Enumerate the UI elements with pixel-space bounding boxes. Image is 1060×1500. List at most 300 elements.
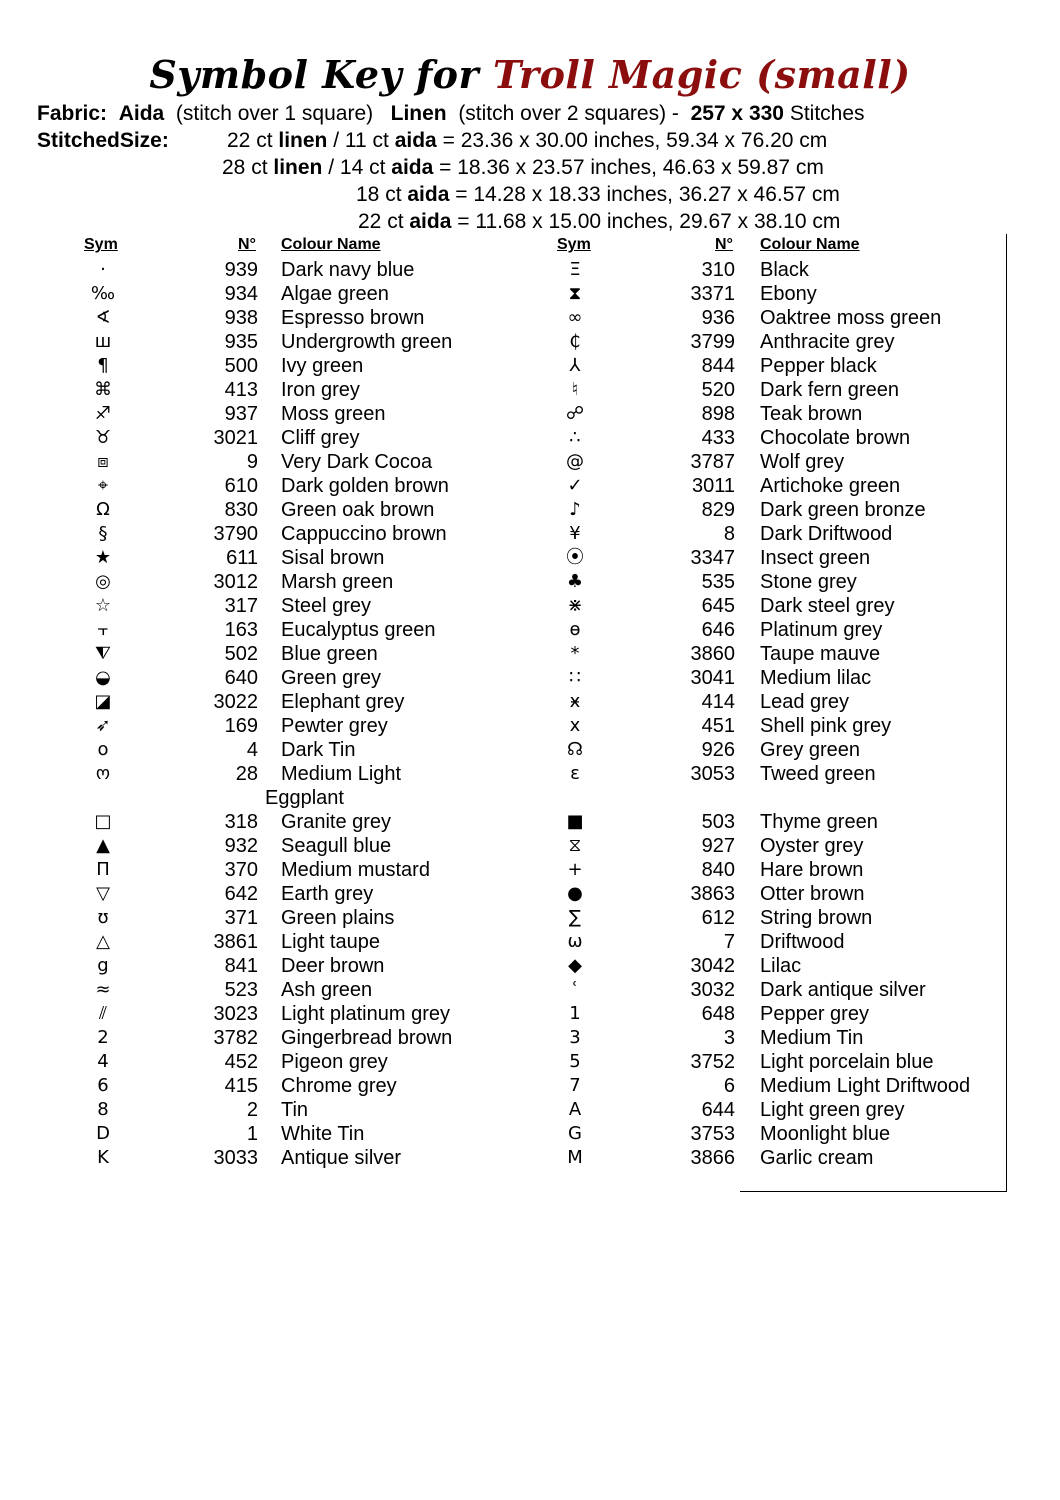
key-row: [0, 834, 1000, 858]
symbol-glyph: ⧖: [568, 835, 582, 856]
symbol-glyph: ⋇: [567, 595, 583, 616]
symbol-glyph: ♐: [94, 403, 112, 424]
size-count-alt: / 11 ct: [333, 129, 389, 152]
size-fabric-alt: aida: [391, 156, 434, 179]
floss-number: 413: [224, 379, 258, 401]
key-row: [0, 1122, 1000, 1146]
colour-name: Dark antique silver: [760, 979, 926, 1001]
symbol-glyph: 5: [569, 1051, 581, 1072]
floss-number: 3752: [690, 1051, 735, 1073]
fabric-line: [37, 101, 865, 127]
colour-name: Marsh green: [281, 571, 394, 593]
colour-name-continued: Eggplant: [265, 787, 344, 809]
key-row: [0, 738, 1000, 762]
colour-name: Tweed green: [760, 763, 876, 785]
floss-number: 3790: [213, 523, 258, 545]
symbol-glyph: D: [96, 1123, 110, 1144]
key-row: [0, 378, 1000, 402]
symbol-glyph: ·: [100, 259, 106, 280]
colour-name: Light platinum grey: [281, 1003, 450, 1025]
key-row: [0, 666, 1000, 690]
key-row: [0, 570, 1000, 594]
symbol-glyph: ω: [567, 931, 583, 952]
floss-number: 523: [224, 979, 258, 1001]
colour-name: Gingerbread brown: [281, 1027, 453, 1049]
symbol-glyph: ⌘: [94, 379, 112, 400]
key-row: [0, 1050, 1000, 1074]
symbol-glyph: 8: [97, 1099, 109, 1120]
symbol-glyph: ▲: [96, 835, 110, 856]
fabric-linen: Linen: [390, 102, 447, 125]
key-row: [0, 858, 1000, 882]
floss-number: 4: [246, 739, 258, 761]
colour-name: Eucalyptus green: [281, 619, 436, 641]
left-sym-header: Sym: [84, 236, 118, 253]
floss-number: 433: [701, 427, 735, 449]
colour-name: Wolf grey: [760, 451, 845, 473]
colour-name: Chrome grey: [281, 1075, 397, 1097]
colour-name: Tin: [281, 1099, 309, 1121]
symbol-glyph: ⫽: [98, 1003, 108, 1024]
colour-name: Deer brown: [281, 955, 385, 977]
stitched-size-line: [358, 209, 840, 235]
key-row: [0, 1146, 1000, 1170]
symbol-glyph: ◎: [95, 571, 111, 592]
size-count-alt: / 14 ct: [328, 156, 386, 179]
symbol-glyph: □: [94, 811, 112, 832]
stitched-size-line: [222, 155, 824, 181]
colour-name: Dark green bronze: [760, 499, 926, 521]
symbol-glyph: ⫟: [97, 619, 109, 640]
colour-name: Algae green: [281, 283, 389, 305]
size-count: 22 ct: [358, 210, 404, 233]
symbol-glyph: ▽: [96, 883, 110, 904]
key-row: [0, 498, 1000, 522]
floss-number: 3041: [690, 667, 735, 689]
symbol-glyph: +: [567, 859, 583, 880]
table-right-border: [1006, 234, 1007, 1192]
table-bottom-border: [740, 1191, 1007, 1192]
floss-number: 939: [224, 259, 258, 281]
key-row: [0, 594, 1000, 618]
fabric-aida: Aida: [118, 102, 165, 125]
colour-name: Stone grey: [760, 571, 857, 593]
pattern-name: Troll Magic (small): [493, 52, 911, 97]
symbol-glyph: ₵: [569, 331, 581, 352]
colour-name: Lilac: [760, 955, 802, 977]
colour-name: Insect green: [760, 547, 871, 569]
colour-name: Earth grey: [281, 883, 374, 905]
symbol-glyph: ε: [570, 763, 580, 784]
symbol-glyph: ʿ: [572, 979, 578, 1000]
size-fabric-alt: aida: [394, 129, 437, 152]
floss-number: 830: [224, 499, 258, 521]
colour-name: Medium Tin: [760, 1027, 864, 1049]
symbol-glyph: 1: [569, 1003, 581, 1024]
floss-number: 3866: [690, 1147, 735, 1169]
floss-number: 3021: [213, 427, 258, 449]
floss-number: 926: [701, 739, 735, 761]
floss-number: 3042: [690, 955, 735, 977]
floss-number: 6: [723, 1075, 735, 1097]
symbol-key-table: [0, 234, 1060, 1194]
symbol-glyph: §: [98, 523, 108, 544]
colour-name: Very Dark Cocoa: [281, 451, 433, 473]
colour-name: Green grey: [281, 667, 382, 689]
floss-number: 3023: [213, 1003, 258, 1025]
colour-name: Artichoke green: [760, 475, 901, 497]
floss-number: 648: [701, 1003, 735, 1025]
floss-number: 3032: [690, 979, 735, 1001]
right-num-header: N°: [715, 236, 733, 253]
key-row: [0, 618, 1000, 642]
floss-number: 500: [224, 355, 258, 377]
floss-number: 645: [701, 595, 735, 617]
colour-name: Light green grey: [760, 1099, 905, 1121]
size-fabric: aida: [407, 183, 450, 206]
symbol-glyph: ʊ: [97, 907, 109, 928]
colour-name: Moss green: [281, 403, 386, 425]
left-num-header: N°: [238, 236, 256, 253]
stitched-size-label: StitchedSize:: [37, 129, 169, 152]
colour-name: Medium Light: [281, 763, 402, 785]
floss-number: 938: [224, 307, 258, 329]
symbol-glyph: 7: [569, 1075, 581, 1096]
floss-number: 415: [224, 1075, 258, 1097]
symbol-glyph: 3: [569, 1027, 581, 1048]
key-row: [0, 762, 1000, 786]
colour-name: Antique silver: [281, 1147, 402, 1169]
colour-name: Steel grey: [281, 595, 372, 617]
colour-name: Taupe mauve: [760, 643, 881, 665]
floss-number: 317: [224, 595, 258, 617]
symbol-glyph: G: [568, 1123, 582, 1144]
floss-number: 932: [224, 835, 258, 857]
floss-number: 642: [224, 883, 258, 905]
colour-name: Light taupe: [281, 931, 380, 953]
symbol-glyph: ♣: [566, 571, 584, 592]
colour-name: Chocolate brown: [760, 427, 911, 449]
symbol-glyph: ★: [94, 547, 112, 568]
colour-name: Dark golden brown: [281, 475, 449, 497]
floss-number: 841: [224, 955, 258, 977]
key-row: [0, 930, 1000, 954]
key-row: [0, 906, 1000, 930]
colour-name: Pepper black: [760, 355, 877, 377]
stitch-count: 257 x 330: [690, 102, 784, 125]
symbol-glyph: ო: [95, 763, 111, 784]
symbol-glyph: ■: [566, 811, 584, 832]
symbol-glyph: ➶: [95, 715, 111, 736]
size-fabric: aida: [409, 210, 452, 233]
floss-number: 1: [246, 1123, 258, 1145]
floss-number: 451: [701, 715, 735, 737]
symbol-glyph: ☆: [94, 595, 112, 616]
floss-number: 3347: [690, 547, 735, 569]
key-row: [0, 474, 1000, 498]
colour-name: Pepper grey: [760, 1003, 869, 1025]
floss-number: 502: [224, 643, 258, 665]
size-dimensions: = 23.36 x 30.00 inches, 59.34 x 76.20 cm: [442, 129, 828, 152]
symbol-glyph: ‰: [90, 283, 116, 304]
floss-number: 3787: [690, 451, 735, 473]
symbol-glyph: ⌖: [97, 475, 109, 496]
symbol-glyph: ∷: [569, 667, 581, 688]
symbol-glyph: ⧈: [97, 451, 109, 472]
symbol-glyph: ≈: [95, 979, 111, 1000]
floss-number: 318: [224, 811, 258, 833]
floss-number: 163: [224, 619, 258, 641]
colour-name: Medium mustard: [281, 859, 430, 881]
key-row: [0, 282, 1000, 306]
floss-number: 3011: [691, 475, 735, 497]
symbol-glyph: K: [97, 1147, 109, 1168]
colour-name: Driftwood: [760, 931, 845, 953]
key-row: [0, 1098, 1000, 1122]
key-row: [0, 258, 1000, 282]
colour-name: Moonlight blue: [760, 1123, 891, 1145]
symbol-glyph: ✓: [567, 475, 583, 496]
colour-name: Medium Light Driftwood: [760, 1075, 971, 1097]
floss-number: 610: [224, 475, 258, 497]
symbol-glyph: ◪: [94, 691, 112, 712]
symbol-glyph: ♮: [571, 379, 579, 400]
floss-number: 840: [701, 859, 735, 881]
colour-name: Pewter grey: [281, 715, 388, 737]
colour-name: White Tin: [281, 1123, 365, 1145]
floss-number: 3860: [690, 643, 735, 665]
colour-name: Anthracite grey: [760, 331, 895, 353]
floss-number: 3799: [690, 331, 735, 353]
key-row: [0, 714, 1000, 738]
floss-number: 3782: [213, 1027, 258, 1049]
floss-number: 936: [701, 307, 735, 329]
colour-name: Oaktree moss green: [760, 307, 942, 329]
colour-name: Otter brown: [760, 883, 865, 905]
key-row: [0, 1074, 1000, 1098]
symbol-glyph: ◒: [95, 667, 111, 688]
colour-name: Platinum grey: [760, 619, 883, 641]
floss-number: 414: [701, 691, 735, 713]
colour-name: Grey green: [760, 739, 861, 761]
symbol-glyph: g: [97, 955, 109, 976]
symbol-glyph: x: [569, 715, 581, 736]
key-row: [0, 642, 1000, 666]
floss-number: 28: [235, 763, 258, 785]
colour-name: Dark fern green: [760, 379, 899, 401]
colour-name: Dark Driftwood: [760, 523, 893, 545]
floss-number: 937: [224, 403, 258, 425]
floss-number: 612: [701, 907, 735, 929]
symbol-glyph: △: [96, 931, 110, 952]
symbol-glyph: 2: [97, 1027, 109, 1048]
floss-number: 520: [701, 379, 735, 401]
right-sym-header: Sym: [557, 236, 591, 253]
symbol-glyph: ◆: [568, 955, 582, 976]
floss-number: 898: [701, 403, 735, 425]
floss-number: 371: [224, 907, 258, 929]
symbol-glyph: 4: [97, 1051, 109, 1072]
symbol-glyph: ☍: [565, 403, 585, 424]
floss-number: 452: [224, 1051, 258, 1073]
key-row: [0, 810, 1000, 834]
symbol-glyph: ⧨: [94, 643, 112, 664]
floss-number: 503: [701, 811, 735, 833]
fabric-aida-note: (stitch over 1 square): [175, 102, 374, 125]
key-row: [0, 690, 1000, 714]
key-row: [0, 1002, 1000, 1026]
key-row: [0, 450, 1000, 474]
colour-name: Thyme green: [760, 811, 878, 833]
symbol-glyph: A: [568, 1099, 582, 1120]
colour-name: Pigeon grey: [281, 1051, 388, 1073]
size-count: 18 ct: [356, 183, 402, 206]
colour-name: Shell pink grey: [760, 715, 892, 737]
colour-name: Espresso brown: [281, 307, 425, 329]
size-fabric: linen: [278, 129, 328, 152]
symbol-glyph: ɵ: [569, 619, 581, 640]
stitched-size-line: [356, 182, 840, 208]
fabric-linen-note: (stitch over 2 squares) -: [458, 102, 679, 125]
symbol-glyph: ♪: [569, 499, 581, 520]
colour-name: Cappuccino brown: [281, 523, 447, 545]
symbol-glyph: ӿ: [569, 691, 581, 712]
size-count: 22 ct: [227, 129, 273, 152]
fabric-label: Fabric:: [37, 102, 108, 125]
colour-name: Dark steel grey: [760, 595, 895, 617]
symbol-glyph: ¶: [97, 355, 109, 376]
floss-number: 3022: [213, 691, 258, 713]
symbol-glyph: ♉: [94, 427, 112, 448]
colour-name: Green plains: [281, 907, 395, 929]
colour-name: Oyster grey: [760, 835, 864, 857]
symbol-glyph: M: [567, 1147, 583, 1168]
floss-number: 8: [723, 523, 735, 545]
floss-number: 646: [701, 619, 735, 641]
left-name-header: Colour Name: [281, 236, 381, 253]
colour-name: Iron grey: [281, 379, 360, 401]
stitched-size-line: [227, 128, 827, 154]
colour-name: Lead grey: [760, 691, 849, 713]
key-row: [0, 306, 1000, 330]
floss-number: 3861: [213, 931, 258, 953]
symbol-glyph: ⧗: [568, 283, 582, 304]
colour-name: Seagull blue: [281, 835, 392, 857]
floss-number: 169: [224, 715, 258, 737]
symbol-glyph: Ξ: [569, 259, 581, 280]
key-row: [0, 546, 1000, 570]
symbol-glyph: ¥: [569, 523, 581, 544]
colour-name: Black: [760, 259, 809, 281]
colour-name: Hare brown: [760, 859, 864, 881]
floss-number: 2: [246, 1099, 258, 1121]
floss-number: 3753: [690, 1123, 735, 1145]
page-title: [0, 52, 1060, 97]
symbol-glyph: ●: [567, 883, 583, 904]
symbol-glyph: ∞: [567, 307, 583, 328]
key-row: [0, 330, 1000, 354]
colour-name: Light porcelain blue: [760, 1051, 934, 1073]
floss-number: 644: [701, 1099, 735, 1121]
colour-name: Cliff grey: [281, 427, 360, 449]
key-row: [0, 1026, 1000, 1050]
symbol-glyph: Π: [96, 859, 110, 880]
floss-number: 611: [226, 547, 258, 569]
floss-number: 3863: [690, 883, 735, 905]
size-dimensions: = 11.68 x 15.00 inches, 29.67 x 38.10 cm: [457, 210, 841, 233]
floss-number: 934: [224, 283, 258, 305]
colour-name: Teak brown: [760, 403, 863, 425]
size-count: 28 ct: [222, 156, 268, 179]
floss-number: 935: [224, 331, 258, 353]
symbol-glyph: ⅄: [569, 355, 581, 376]
key-row: [0, 402, 1000, 426]
colour-name: Elephant grey: [281, 691, 405, 713]
symbol-glyph: 6: [97, 1075, 109, 1096]
floss-number: 829: [701, 499, 735, 521]
key-row: [0, 426, 1000, 450]
colour-name: Dark Tin: [281, 739, 356, 761]
symbol-glyph: Ω: [96, 499, 110, 520]
right-name-header: Colour Name: [760, 236, 860, 253]
symbol-glyph: ∢: [95, 307, 111, 328]
floss-number: 370: [224, 859, 258, 881]
floss-number: 7: [723, 931, 735, 953]
floss-number: 3053: [690, 763, 735, 785]
floss-number: 310: [701, 259, 735, 281]
floss-number: 3012: [213, 571, 258, 593]
colour-name: Ivy green: [281, 355, 364, 377]
floss-number: 927: [701, 835, 735, 857]
colour-name: Dark navy blue: [281, 259, 415, 281]
symbol-glyph: ш: [94, 331, 112, 352]
colour-name: Granite grey: [281, 811, 392, 833]
key-row: [0, 978, 1000, 1002]
key-row: [0, 882, 1000, 906]
size-dimensions: = 14.28 x 18.33 inches, 36.27 x 46.57 cm: [455, 183, 840, 206]
key-row: [0, 954, 1000, 978]
stitches-word: Stitches: [789, 102, 865, 125]
floss-number: 844: [701, 355, 735, 377]
colour-name: Medium lilac: [760, 667, 872, 689]
symbol-glyph: ☊: [567, 739, 583, 760]
symbol-glyph: *: [570, 643, 580, 664]
title-prefix: Symbol Key for: [149, 52, 480, 97]
colour-name: Undergrowth green: [281, 331, 453, 353]
colour-name: Green oak brown: [281, 499, 435, 521]
floss-number: 535: [701, 571, 735, 593]
floss-number: 3033: [213, 1147, 258, 1169]
size-fabric: linen: [273, 156, 323, 179]
colour-name: Ebony: [760, 283, 817, 305]
symbol-glyph: ∑: [568, 907, 582, 928]
floss-number: 9: [246, 451, 258, 473]
key-row: [0, 522, 1000, 546]
colour-name: Ash green: [281, 979, 373, 1001]
floss-number: 3371: [690, 283, 735, 305]
key-row: [0, 354, 1000, 378]
colour-name: String brown: [760, 907, 873, 929]
symbol-glyph: ⦿: [566, 547, 584, 568]
floss-number: 3: [723, 1027, 735, 1049]
symbol-glyph: ∴: [569, 427, 581, 448]
size-dimensions: = 18.36 x 23.57 inches, 46.63 x 59.87 cm: [439, 156, 824, 179]
colour-name: Garlic cream: [760, 1147, 874, 1169]
floss-number: 640: [224, 667, 258, 689]
colour-name: Blue green: [281, 643, 378, 665]
symbol-glyph: o: [97, 739, 109, 760]
colour-name: Sisal brown: [281, 547, 385, 569]
